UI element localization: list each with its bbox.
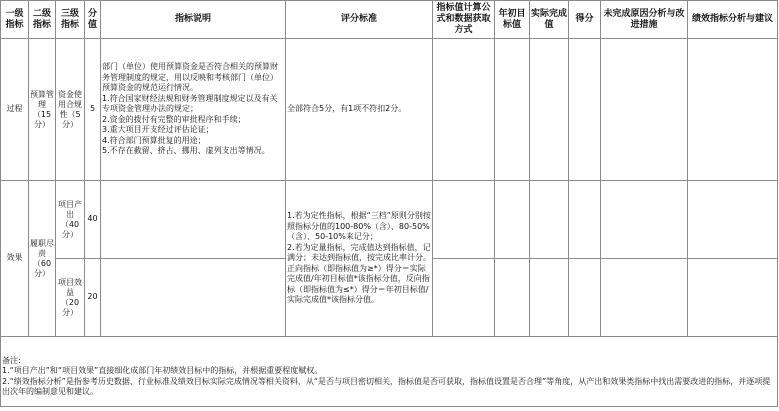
cell-calc-benefit[interactable] [433,259,495,337]
header-criteria: 评分标准 [286,1,433,39]
header-points: 得分 [569,1,601,39]
header-suggestions: 绩效指标分析与建议 [688,1,778,39]
notes-item: 1.“项目产出”和“项目效果”直接细化成部门年初绩效目标中的指标，并根据重要程度赋权。 [2,366,323,375]
header-actual: 实际完成值 [530,1,569,39]
header-row [1,1,778,39]
cell-baseline-process[interactable] [495,39,530,181]
desc-line: 1.符合国家财经法规和财务管理制度规定以及有关专项资金管理办法的规定； [102,93,278,114]
criteria-line: 1.若为定性指标，根据“三档”原则分别按照指标分值的100-80%（含）、80-50%（含）、50-10%来记分； [287,211,431,242]
cell-points-benefit[interactable] [569,259,601,337]
cell-calc-process[interactable] [433,39,495,181]
cell-level1-process: 过程 [1,39,29,181]
notes-cell [1,337,778,407]
criteria-line: 2.若为定量指标，完成值达到指标值，记满分；未达到指标值，按完成比率计分。正向指标（即指标值为≥*）得分＝实际完成值/年初目标值*该指标分值，反向指标（即指标值为≤*）得分＝年初目标值/实际完成值*该指标分值。 [287,242,431,305]
notes-item: 2.“绩效指标分析”是指参考历史数据、行业标准及绩效目标实际完成情况等相关资料，从“是否与项目密切相关，指标值是否可获取，指标值设置是否合理”等角度，从产出和效果类指标中找出需要改进的指标，并逐项提出次年的编制意见和建议。 [2,376,771,396]
cell-level3-benefit: 项目效益（20分） [56,259,85,337]
cell-level3-compliance: 资金使用合规性（5分） [56,39,85,181]
cell-points-output[interactable] [569,181,601,259]
header-reasons: 未完成原因分析与改进措施 [601,1,688,39]
cell-suggestions-output[interactable] [688,181,778,259]
notes-spacer [2,346,776,356]
header-level2: 二级指标 [29,1,56,39]
cell-baseline-benefit[interactable] [495,259,530,337]
header-score: 分值 [85,1,101,39]
cell-reasons-output[interactable] [601,181,688,259]
cell-level2-duty: 履职尽责（60分） [29,181,56,337]
cell-suggestions-benefit[interactable] [688,259,778,337]
desc-line: 3.重大项目开支经过评估论证； [102,125,214,135]
cell-baseline-output[interactable] [495,181,530,259]
header-indicator-desc: 指标说明 [101,1,286,39]
header-baseline: 年初目标值 [495,1,530,39]
cell-criteria-effect [286,181,433,337]
cell-score-output: 40 [85,181,101,259]
desc-line: 2.资金的拨付有完整的审批程序和手续； [102,114,246,124]
header-level1: 一级指标 [1,1,29,39]
cell-criteria-process: 全部符合5分，有1项不符扣2分。 [286,39,433,181]
cell-indicator-desc-benefit[interactable] [101,259,286,337]
cell-reasons-process[interactable] [601,39,688,181]
cell-reasons-benefit[interactable] [601,259,688,337]
desc-line: 4.符合部门预算批复的用途； [102,135,206,145]
cell-calc-output[interactable] [433,181,495,259]
cell-indicator-desc-output[interactable] [101,181,286,259]
header-level3: 三级指标 [56,1,85,39]
notes-row [1,337,778,407]
cell-score-process: 5 [85,39,101,181]
cell-level1-effect: 效果 [1,181,29,337]
notes-title: 备注: [2,355,21,365]
cell-actual-output[interactable] [530,181,569,259]
desc-line: 5.不存在截留、挤占、挪用、虚列支出等情况。 [102,146,270,156]
cell-points-process[interactable] [569,39,601,181]
desc-line: 部门（单位）使用预算资金是否符合相关的预算财务管理制度的规定，用以反映和考核部门（单位）预算资金的规范运行情况。 [102,62,278,93]
cell-actual-process[interactable] [530,39,569,181]
cell-score-benefit: 20 [85,259,101,337]
header-calc-method: 指标值计算公式和数据获取方式 [433,1,495,39]
cell-level3-output: 项目产出（40分） [56,181,85,259]
cell-suggestions-process[interactable] [688,39,778,181]
cell-actual-benefit[interactable] [530,259,569,337]
cell-level2-budget: 预算管理（15分） [29,39,56,181]
cell-indicator-desc-process [101,39,286,181]
table-row-output [1,181,778,259]
table-row-process [1,39,778,181]
